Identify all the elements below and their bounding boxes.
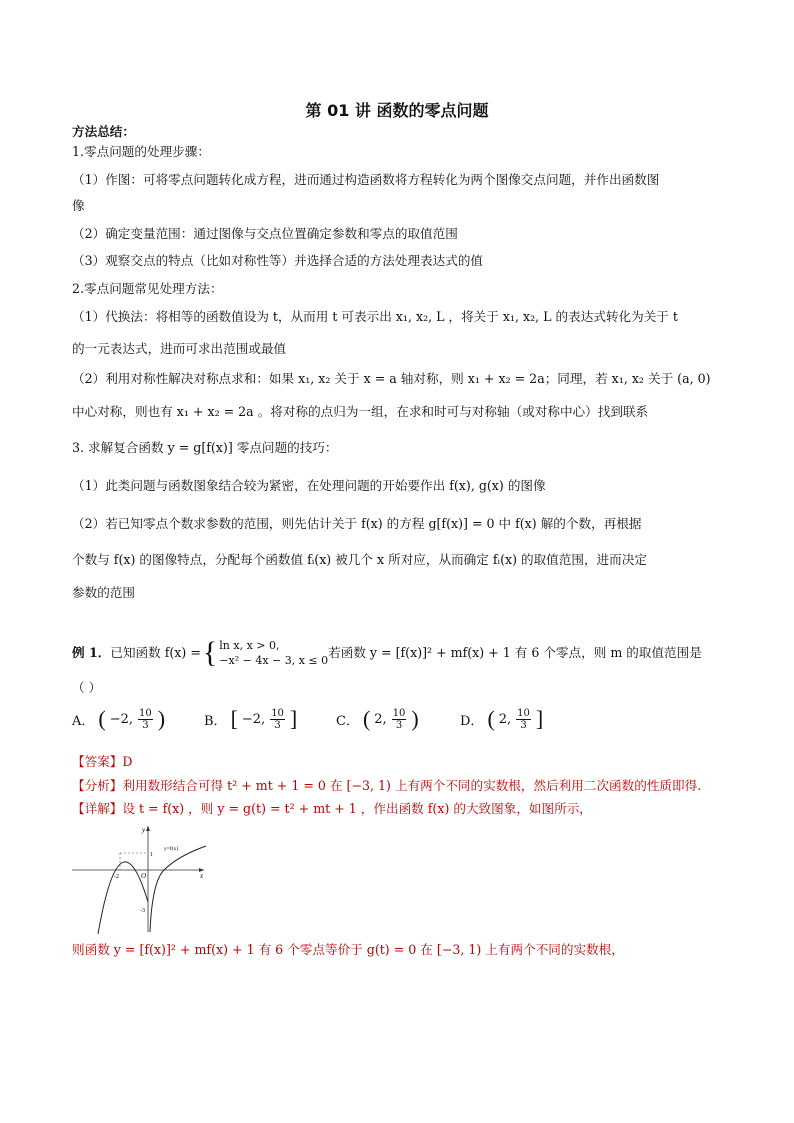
example-label: 例 1． (72, 645, 111, 660)
y-axis-label: y (142, 826, 146, 834)
detail-line (72, 799, 592, 819)
option-a-value: 2, (498, 711, 512, 727)
answer-value: D (122, 754, 133, 769)
brace-symbol: { (202, 636, 218, 669)
page-title: 第 01 讲 函数的零点问题 (305, 101, 489, 120)
section3-item1: （1）此类问题与函数图象结合较为紧密，在处理问题的开始要作出 f(x), g(x) 的图像 (72, 478, 546, 493)
option-a-value: −2, (109, 711, 134, 727)
detail-text: 设 t = f(x) ，则 y = g(t) = t² + mt + 1 ，作出函数 f(x) 的大致图象，如图所示， (122, 801, 592, 816)
section2-item2: （2）利用对称性解决对称点求和：如果 x₁, x₂ 关于 x = a 轴对称，则 x₁ + x₂ = 2a；同理，若 x₁, x₂ 关于 (a, 0) (72, 371, 711, 386)
section2-heading: 2.零点问题常见处理方法： (72, 281, 223, 296)
option-left-bracket: ( (362, 706, 371, 731)
option-right-bracket: ] (289, 706, 298, 731)
example-text-b: 若函数 y = [f(x)]² + mf(x) + 1 有 6 个零点，则 m 的取值范围是 (328, 645, 702, 660)
x-axis-label: x (200, 872, 204, 880)
section3-item2: （2）若已知零点个数求参数的范围，则先估计关于 f(x) 的方程 g[f(x)] = 0 中 f(x) 解的个数，再根据 (72, 516, 642, 531)
option-c[interactable] (336, 706, 419, 732)
option-fraction: $\frac{10}{3}$ (392, 707, 406, 731)
option-a-value: 2, (374, 711, 387, 727)
detail-tag: 【详解】 (72, 801, 123, 816)
example-text-a: 已知函数 f(x) = (110, 645, 201, 660)
option-fraction: $\frac{10}{3}$ (271, 707, 284, 731)
option-b[interactable] (204, 706, 297, 732)
section2-item1: （1）代换法：将相等的函数值设为 t，从而用 t 可表示出 x₁, x₂, L ，将关于 x₁, x₂, L 的表达式转化为关于 t (72, 309, 678, 324)
option-label: A． (72, 713, 95, 729)
option-fraction: $\frac{10}{3}$ (139, 707, 152, 731)
function-graph (68, 822, 208, 934)
example1-stem (72, 638, 702, 668)
section2-item1-cont: 的一元表达式，进而可求出范围或最值 (72, 341, 287, 356)
section1-item3: （3）观察交点的特点（比如对称性等）并选择合适的方法处理表达式的值 (72, 253, 484, 268)
analysis-line (72, 776, 701, 796)
answer-tag: 【答案】 (72, 754, 123, 769)
analysis-text: 利用数形结合可得 t² + mt + 1 = 0 在 [−3, 1) 上有两个不同的实数根，然后利用二次函数的性质即得. (122, 778, 702, 793)
section1-item1: （1）作图：可将零点问题转化成方程，进而通过构造函数将方程转化为两个图像交点问题，并作出函数图 (72, 172, 660, 187)
analysis-tag: 【分析】 (72, 778, 123, 793)
curve-label: y=f(x) (164, 846, 179, 852)
method-heading: 方法总结： (72, 124, 135, 139)
option-fraction: $\frac{10}{3}$ (517, 707, 530, 731)
case-1: ln x, x > 0, (219, 639, 280, 652)
answer-line (72, 752, 132, 772)
y-axis-arrow (146, 826, 150, 831)
tick-label-neg3: -3 (140, 908, 145, 914)
section3-item2-cont: 个数与 f(x) 的图像特点，分配每个函数值 fᵢ(x) 被几个 x 所对应，从而确定 fᵢ(x) 的取值范围，进而决定 (72, 552, 647, 567)
case-2: −x² − 4x − 3, x ≤ 0 (219, 654, 329, 667)
log-curve (150, 846, 206, 932)
option-label: B． (204, 713, 227, 729)
option-label: C． (336, 713, 359, 729)
section1-item1-cont: 像 (72, 198, 85, 213)
section1-heading: 1.零点问题的处理步骤： (72, 144, 210, 159)
option-right-bracket: ] (535, 706, 544, 731)
section3-item2-end: 参数的范围 (72, 585, 135, 600)
option-label: D． (460, 713, 484, 729)
section3-heading: 3. 求解复合函数 y = g[f(x)] 零点问题的技巧： (72, 440, 338, 455)
option-left-bracket: [ (230, 706, 238, 731)
section1-item2: （2）确定变量范围：通过图像与交点位置确定参数和零点的取值范围 (72, 226, 458, 241)
answer-paren: （ ） (72, 680, 102, 695)
option-right-bracket: ) (157, 706, 166, 731)
option-right-bracket: ) (411, 706, 419, 731)
option-left-bracket: ( (487, 706, 495, 731)
option-left-bracket: ( (98, 706, 106, 731)
conclusion-line: 则函数 y = [f(x)]² + mf(x) + 1 有 6 个零点等价于 g(t) = 0 在 [−3, 1) 上有两个不同的实数根， (72, 942, 624, 957)
option-a-value: −2, (241, 711, 266, 727)
tick-label-1: 1 (150, 852, 153, 858)
piecewise-cases (219, 638, 328, 668)
section2-item2-cont: 中心对称，则也有 x₁ + x₂ = 2a 。将对称的点归为一组，在求和时可与对称轴（或对称中心）找到联系 (72, 404, 649, 419)
option-d[interactable] (460, 706, 543, 732)
origin-label: O (141, 872, 147, 880)
tick-label-neg2: -2 (114, 874, 119, 880)
option-a[interactable] (72, 706, 165, 732)
